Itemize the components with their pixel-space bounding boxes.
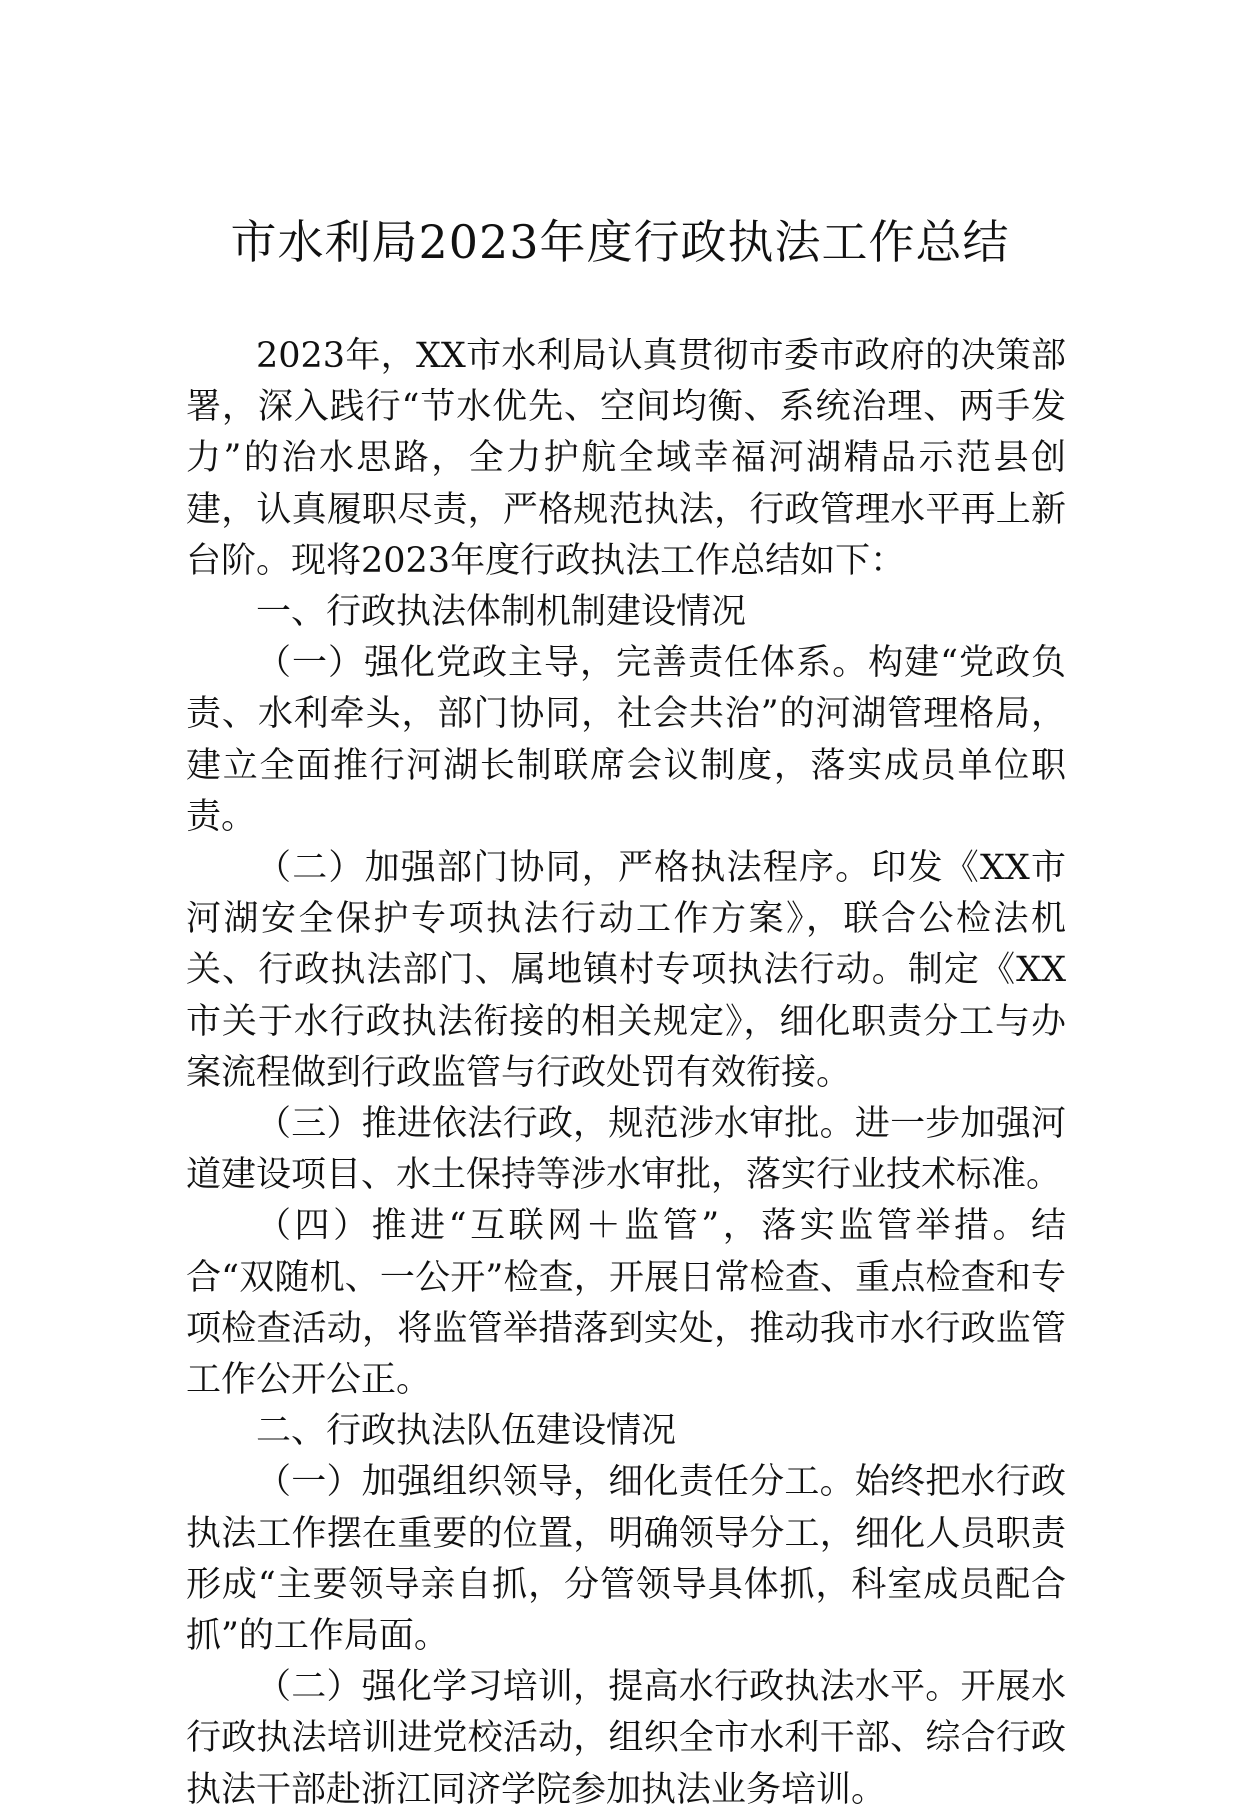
paragraph-1-2: （二）加强部门协同，严格执法程序。印发《XX市河湖安全保护专项执法行动工作方案》，联合公检法机关、行政执法部门、属地镇村专项执法行动。制定《XX市关于水行政执法衔接的相关规定》，细化职责分工与办案流程做到行政监管与行政处罚有效衔接。 <box>186 848 1066 1093</box>
document-title: 市水利局2023年度行政执法工作总结 <box>230 215 1010 269</box>
paragraph-1-4: （四）推进“互联网＋监管”，落实监管举措。结合“双随机、一公开”检查，开展日常检查、重点检查和专项检查活动，将监管举措落到实处，推动我市水行政监管工作公开公正。 <box>186 1206 1066 1401</box>
section-heading-1: 一、行政执法体制机制建设情况 <box>256 592 747 633</box>
document-body <box>186 331 1066 1816</box>
section-heading-2: 二、行政执法队伍建设情况 <box>256 1411 677 1452</box>
paragraph-intro: 2023年，XX市水利局认真贯彻市委市政府的决策部署，深入践行“节水优先、空间均衡、系统治理、两手发力”的治水思路，全力护航全域幸福河湖精品示范县创建，认真履职尽责，严格规范执法，行政管理水平再上新台阶。现将2023年度行政执法工作总结如下： <box>186 336 1066 581</box>
paragraph-1-1: （一）强化党政主导，完善责任体系。构建“党政负责、水利牵头，部门协同，社会共治”的河湖管理格局，建立全面推行河湖长制联席会议制度，落实成员单位职责。 <box>186 643 1066 837</box>
paragraph-1-3: （三）推进依法行政，规范涉水审批。进一步加强河道建设项目、水土保持等涉水审批，落实行业技术标准。 <box>186 1104 1066 1196</box>
paragraph-2-1: （一）加强组织领导，细化责任分工。始终把水行政执法工作摆在重要的位置，明确领导分工，细化人员职责形成“主要领导亲自抓，分管领导具体抓，科室成员配合抓”的工作局面。 <box>186 1462 1066 1657</box>
paragraph-2-2: （二）强化学习培训，提高水行政执法水平。开展水行政执法培训进党校活动，组织全市水利干部、综合行政执法干部赴浙江同济学院参加执法业务培训。 <box>186 1667 1066 1810</box>
